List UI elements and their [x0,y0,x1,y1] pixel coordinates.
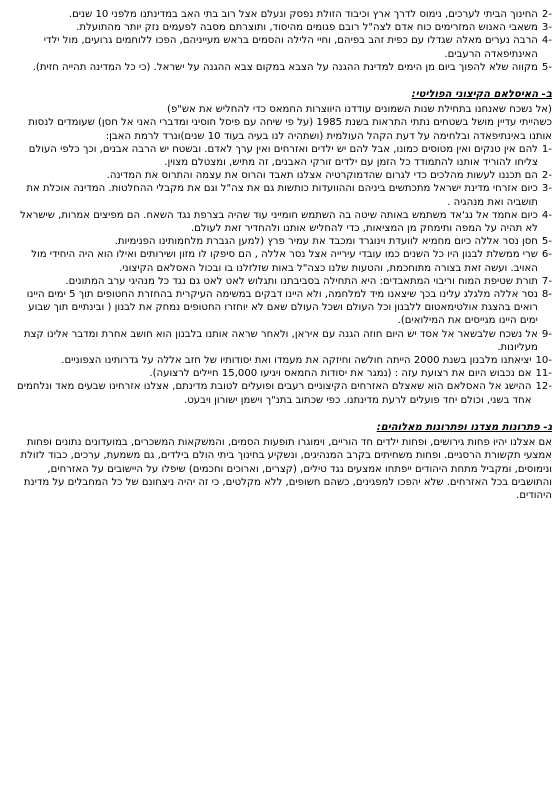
item-text: אם נכבוש היום את רצועת עזה : (נמגר את יסודות החמאס ויגיעו 15,000 חיילים לרצועה). [149,368,532,380]
section-heading-c: ג- פתרונות מצדנו ופתרונות מאלוהים: [376,421,552,433]
item-number: -2 [541,170,552,182]
intro-paragraph: כשהייתי עדיין מושל בשטחים נתתי התראות בשנת 1985 (על פי שיחה עם פיסל חוסיני ומדברי האני אל חסן) שעומדים לנסות אותנו באינתיפאדה ובלחימה על דעת הקהל העולמית (ושתהיה לנו בעיה בעוד 10 שנים)ונרד לרמת האבן: [28,117,552,142]
list-item [8,34,552,60]
item-number: -5 [541,236,552,248]
list-item [8,288,552,328]
item-number: -10 [535,355,552,367]
item-text: הרבה נערים מאלה שגדלו עם כפית זהב בפיהם, וחיי הלילה והסמים בראש מעייניהם, הפכו ללוחמים גרועים, מול ילדי האינתיפאדה הרעבים. [43,35,538,60]
item-text: נסר אללה מלגלג עלינו בכך שיצאנו מיד למלחמה, ולא היינו דבקים במשימה העיקרית בהחזרת החטופים תוך 5 ימים היינו רואים בהצגת אולטימאטום ללבנון וכל העולם ושכל העולם שאם לא יוחזרו החטופים נמחק את לבנון ( ובינתיים תוך שבוע ימים היינו מגייסים את המילואים). [26,289,538,327]
item-text: אל נשכח שלבשאר אל אסד יש היום חוזה הגנה עם איראן, ולאחר שראה אותנו בלבנון הוא חושב אחרת ומדבר אלינו קצת מעליונות. [23,328,538,353]
list-item [8,328,552,354]
item-number: -6 [541,249,552,261]
item-text: החינוך הביתי לערכים, נימוס לדרך ארץ וכיבוד הזולת נפסק ונעלם אצל רוב בתי האב במדינתנו מלפני 10 שנים. [68,9,538,20]
item-number: -3 [541,22,552,34]
list-item [8,248,552,274]
item-text: משאבי האנוש המזרימים כוח אדם לצה"ל רובם פגומים מהיסוד, ותוצרתם מסבה לפעמים נזק יותר מהתועלת. [76,22,538,34]
list-item [8,61,552,74]
list-item [8,182,552,208]
list-section-b [8,143,552,407]
item-number: -12 [535,381,552,393]
closing-paragraph: אם אצלנו יהיו פחות גירושים, ופחות ילדים חד הוריים, וימוגרו תופעות הסמים, והמשקאות המשכרים, במועדונים נתונים ופחות אמצעי תקשורת הרסניים. ופחות משחיתים בקרב המנהיגים, ונשקיע בחינוך ביתי הולם בילדים, גם משמעת, ערכים, כבוד לזולת ונימוסים, ומקביל מתחת היהודים ייפתחו אמצעים נגד טילים, (קצרים, וארוכים וחכמים) שיפלו על היישובים על האזרחים, והתושבים בכל האזרחים. שלא יהפכו למפגינים, כשהם חשופים, ללא מקלטים, כי זה יהיה ניצחונם של כל המחבלים על מדינת היהודים. [20,437,552,501]
list-item [8,169,552,182]
item-number: -9 [541,328,552,340]
list-item [8,235,552,248]
item-text: תורת שטיפת המוח וריבוי המתאבדים: היא התחילה בסביבתנו ותגלוש לאט לאט גם נגד כל מנהיגי ערב המתונים. [65,275,538,287]
item-text: שרי ממשלת לבנון היו כל השנים כמו עובדי עירייה אצל נסר אללה , הם סיפקו לו מזון ושירותים ואילו הוא היה היחידי מול האויב. ועשה זאת בצורה מתוחכמת, והטעות שלנו כצה"ל באות שזלזלנו בו ובכול האסלאם הקיצוני. [31,249,538,274]
item-text: ההישג אל האסלאם הוא שאצלם האזרחים הקיצוניים רעבים ופועלים לטובת מדינתם, אצלנו אזרחינו שבעים מאד ונלחמים אחד בשני, וכולם יחד פועלים לרעת מדינתנו. כפי שכתוב בתנ"ך וישמן ישורון ויבעט. [17,381,532,406]
item-number: -8 [541,289,552,301]
list-item [8,8,552,21]
list-item [8,209,552,235]
item-number: -11 [535,368,552,380]
item-text: חסן נסר אללה כיום מחמיא לוועדת וינוגרד ומכבד את עמיר פרץ (למען הגברת מלחמותינו הפנימיות. [114,236,538,248]
item-text: הם תכננו לעשות מהלכים כדי לגרום שהדמוקרטיה אצלנו תאבד והרוס את עצמה והתרוס את המדינה. [106,170,538,182]
item-number: -3 [541,183,552,195]
item-text: כיום אחמד אל נג'אד משתמש באותה שיטה בה השתמש חומייני עוד שהיה בצרפת נגד השאח. הם מפיצים אמרות, שישראל לא תהיה על המפה ותימחק מן המציאות, כדי להחליש אותנו ולהחדיר זאת לעולם. [20,209,538,235]
list-item [8,275,552,288]
item-text: כיום אזרחי מדינת ישראל מתכתשים ביניהם וההוועדות כותשות גם את צה"ל וגם את מקבלי ההחלטות. המדינה אוכלת את תושביה ואת מנהגיה . [26,183,538,208]
item-text: יציאתנו מלבנון בשנת 2000 הייתה חולשה וחיזקה את מעמדו ואת יסודותיו של חזב אללה על גדרותינו הצפוניים. [61,355,532,367]
section-heading-b: ב- האיסלאם הקיצוני הפוליטי: [411,89,552,101]
list-item [8,354,552,367]
list-section-a [8,8,552,74]
list-item [8,143,552,169]
intro-note: (אל נשכח שאנחנו בתחילת שנות השמונים עודדנו היווצרות החמאס כדי להחליש את אש"פ) [167,104,552,116]
item-number: -4 [541,209,552,221]
list-item [8,367,552,380]
item-number: -2 [541,9,552,20]
item-text: להם אין טנקים ואין מטוסים כמונו, אבל להם יש ילדים ואזרחים ואין ערך לאדם. ובשטח יש הרבה אבנים, וכך כלפי העולם צליחו להוריד אותנו להתמודד כל הזמן עם ילדים זורקי האבנים, זה מתיש, ומצטלם מצוין. [28,143,538,169]
list-item [8,380,552,406]
item-number: -7 [541,275,552,287]
item-number: -1 [541,143,552,155]
item-number: -4 [541,35,552,47]
list-item [8,21,552,34]
item-text: מקווה שלא להפוך ביום מן הימים למדינת ההגנה על הצבא במקום צבא ההגנה על ישראל. (כי כל המדינה תהייה חזית). [32,61,538,73]
item-number: -5 [541,61,552,73]
